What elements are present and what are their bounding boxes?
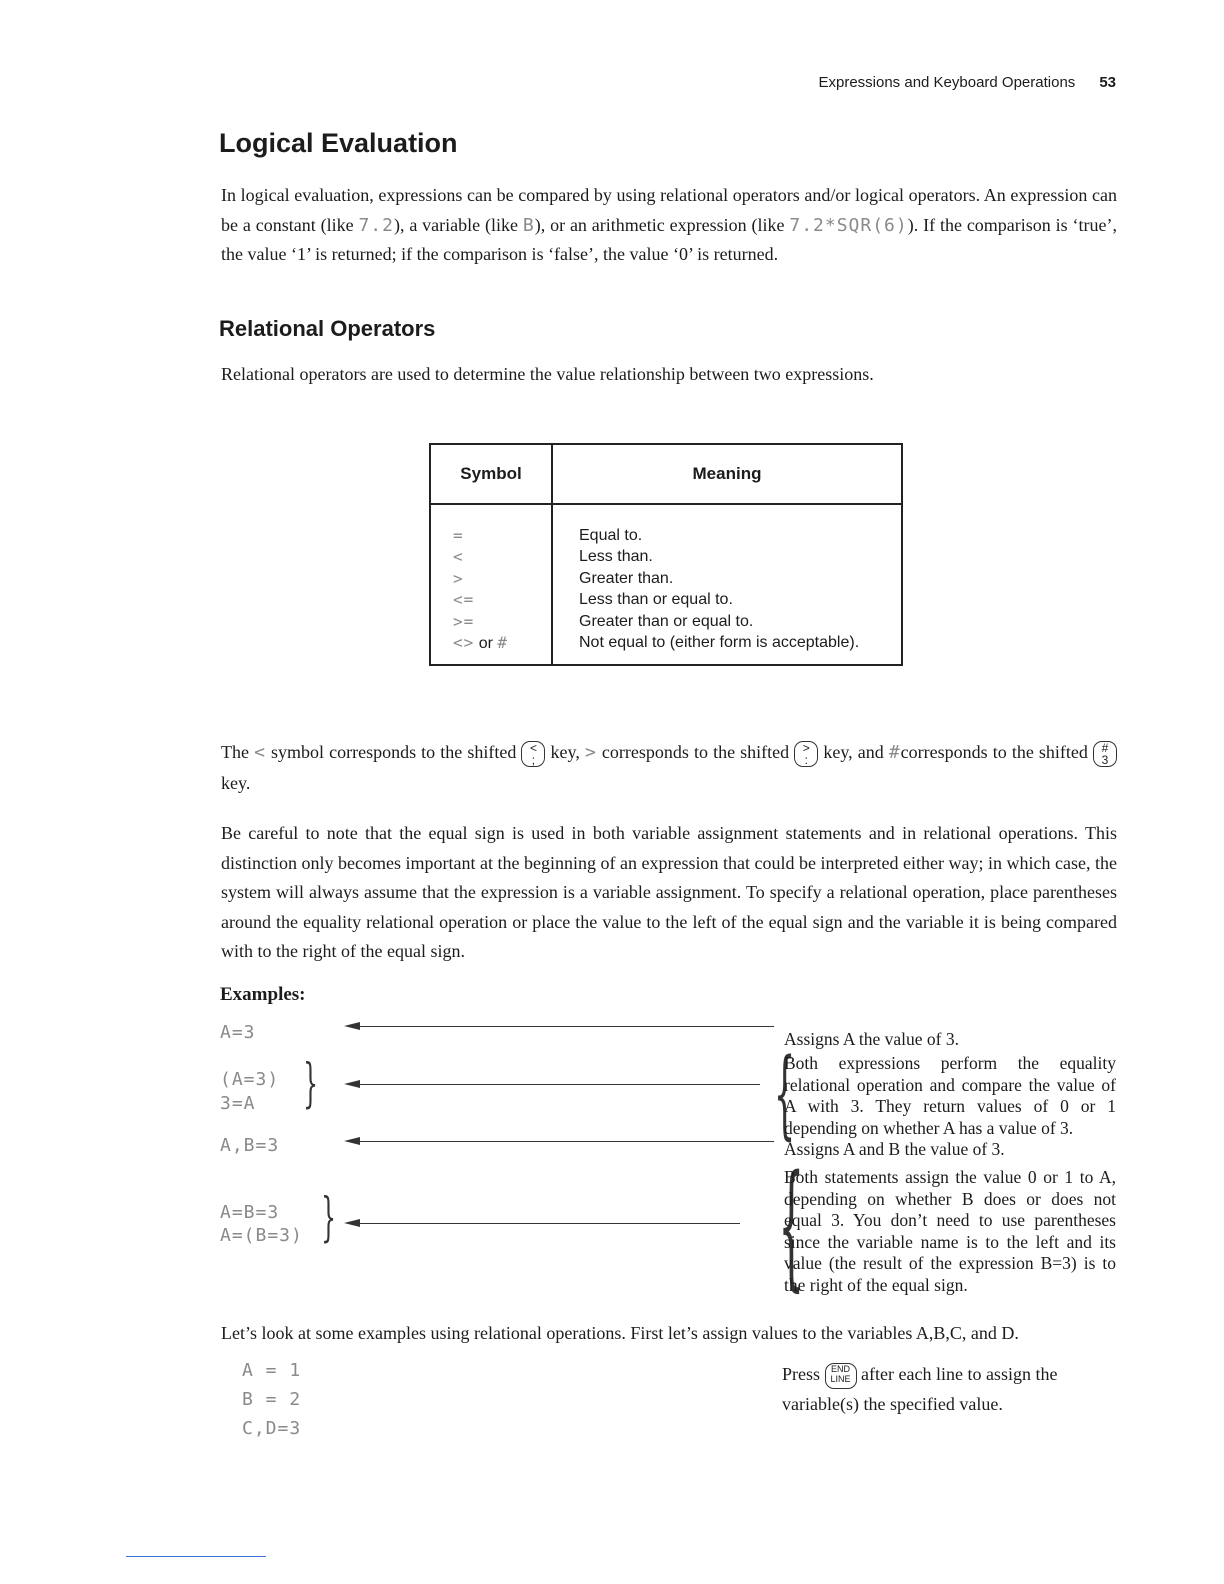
colon-key-icon: > : <box>794 741 818 767</box>
hash-symbol: # <box>888 742 901 763</box>
header-symbol: Symbol <box>430 444 552 504</box>
example-1-description: Assigns A the value of 3. <box>784 1029 959 1049</box>
arrow-1 <box>356 1026 774 1027</box>
lets-look-paragraph: Let’s look at some examples using relational operations. First let’s assign values to the variables A,B,C, and D. <box>221 1323 1019 1343</box>
arrow-2 <box>356 1084 760 1085</box>
example-2-code-a: (A=3) <box>220 1069 280 1090</box>
press-note <box>782 1360 1116 1419</box>
keys-text-2: symbol corresponds to the shifted <box>265 742 522 762</box>
assign-line-b: B = 2 <box>242 1389 302 1410</box>
intro-text-4: ). If the comparison is ‘true’, the value ‘1’ is returned; if the comparison is ‘false’, the value ‘0’ is returned. <box>221 214 1118 264</box>
example-4-description: Both statements assign the value 0 or 1 to A, depending on whether B does or does not equal 3. You don’t need to use parentheses since the variable name is to the left and its value (the result of the expression B=3) is to the right of the equal sign. <box>784 1167 1116 1295</box>
header-meaning: Meaning <box>552 444 902 504</box>
meaning-less-equal: Less than or equal to. <box>579 591 733 609</box>
symbol-not-equal-2: # <box>497 633 509 653</box>
intro-text-1: In logical evaluation, expressions can be compared by using relational operators and/or logical operators. An expression can be a constant (like <box>221 185 1117 235</box>
arithmetic-example: 7.2*SQR(6) <box>789 214 908 236</box>
press-text-2: after each line to assign the variable(s) the specified value. <box>782 1364 1058 1414</box>
section-title: Expressions and Keyboard Operations <box>818 74 1076 91</box>
keys-text-6: corresponds to the shifted <box>900 742 1093 762</box>
meaning-column <box>552 504 902 665</box>
example-4-code-a: A=B=3 <box>220 1202 280 1223</box>
symbol-less: < <box>453 547 464 567</box>
three-key-icon: # 3 <box>1093 741 1117 767</box>
relational-intro: Relational operators are used to determine the value relationship between two expressions. <box>221 364 874 384</box>
symbol-less-equal: <= <box>453 590 475 610</box>
assign-line-a: A = 1 <box>242 1360 302 1381</box>
intro-text-2: ), a variable (like <box>393 214 523 235</box>
keys-paragraph <box>221 737 1117 798</box>
meaning-equal: Equal to. <box>579 527 643 544</box>
page-number: 53 <box>1099 74 1116 91</box>
footer-rule <box>126 1556 266 1557</box>
press-text-1: Press <box>782 1364 825 1384</box>
symbol-or: or <box>474 635 498 653</box>
keys-text-3: key, <box>545 742 585 762</box>
symbol-not-equal <box>453 632 551 654</box>
symbol-not-equal-1: <> <box>453 633 475 653</box>
arrow-4 <box>356 1223 740 1224</box>
operators-table <box>429 443 903 666</box>
example-1-code: A=3 <box>220 1022 256 1043</box>
greater-symbol: > <box>584 742 597 763</box>
symbol-equal: = <box>453 526 464 545</box>
running-header <box>818 74 1116 91</box>
assign-line-cd: C,D=3 <box>242 1418 302 1439</box>
less-symbol: < <box>254 742 266 763</box>
meaning-not-equal: Not equal to (either form is acceptable). <box>579 634 860 652</box>
variable-example: B <box>522 214 535 236</box>
keys-text-7: key. <box>221 773 251 793</box>
example-2-description: Both expressions perform the equality relational operation and compare the value of A with 3. They return values of 0 or 1 depending on whether A has a value of 3. <box>784 1053 1116 1138</box>
symbol-greater: > <box>453 568 464 588</box>
symbol-column <box>430 504 552 665</box>
meaning-less: Less than. <box>579 548 653 566</box>
keys-text-4: corresponds to the shifted <box>596 742 795 762</box>
left-brace-2: { <box>773 1038 796 1150</box>
example-3-description: Assigns A and B the value of 3. <box>784 1139 1005 1159</box>
examples-heading: Examples: <box>220 984 306 1005</box>
arrow-3 <box>356 1141 774 1142</box>
example-2-code-b: 3=A <box>220 1093 256 1114</box>
keys-text-5: key, and <box>818 742 889 762</box>
careful-paragraph: Be careful to note that the equal sign is used in both variable assignment statements and in relational operations. This distinction only becomes important at the beginning of an expression that could be interpreted either way; in which case, the system will always assume that the expression is a variable assignment. To specify a relational operation, place parentheses around the equality relational operation or place the value to the left of the equal sign and the variable it is being compared with to the right of the equal sign. <box>221 823 1117 961</box>
section-heading-relational: Relational Operators <box>219 316 436 341</box>
page-title: Logical Evaluation <box>219 128 458 158</box>
right-brace-4: } <box>321 1188 336 1248</box>
example-4-code-b: A=(B=3) <box>220 1225 303 1246</box>
right-brace-2: } <box>303 1054 318 1114</box>
intro-text-3: ), or an arithmetic expression (like <box>534 214 790 235</box>
keys-text-1: The <box>221 742 255 762</box>
meaning-greater: Greater than. <box>579 569 674 587</box>
semicolon-key-icon: < ; <box>521 741 545 767</box>
left-brace-4: { <box>778 1147 805 1305</box>
intro-paragraph <box>221 181 1117 270</box>
meaning-greater-equal: Greater than or equal to. <box>579 612 754 630</box>
example-3-code: A,B=3 <box>220 1135 280 1156</box>
constant-example: 7.2 <box>358 214 394 236</box>
end-line-key-icon: END LINE <box>825 1363 857 1389</box>
symbol-greater-equal: >= <box>453 611 475 631</box>
